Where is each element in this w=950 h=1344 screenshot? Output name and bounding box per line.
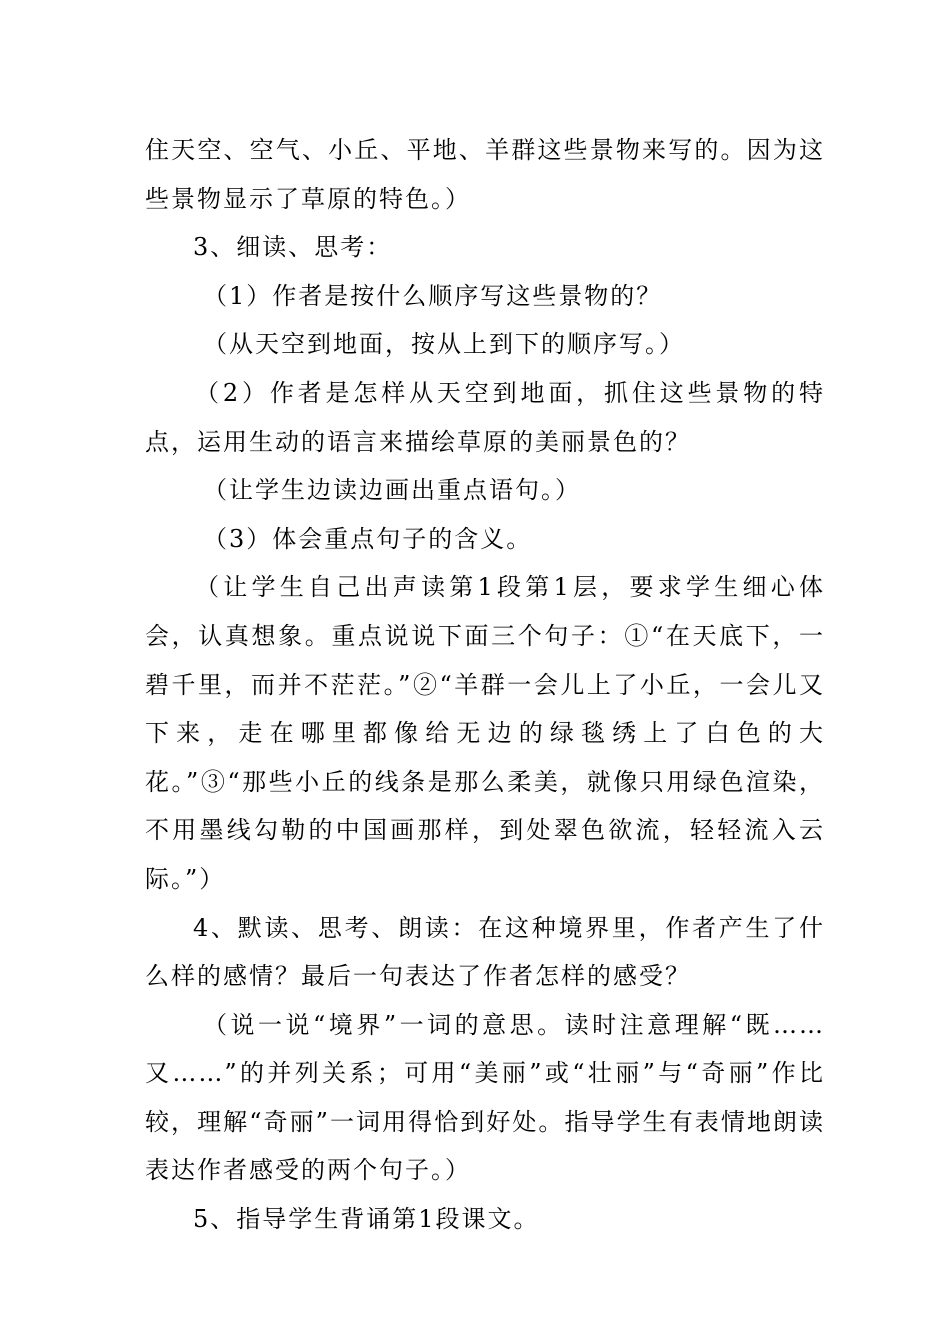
paragraph-question-1: （1）作者是按什么顺序写这些景物的？ [203, 281, 663, 310]
document-body [145, 126, 825, 1244]
paragraph-step-5: 5、指导学生背诵第1段课文。 [193, 1205, 540, 1234]
paragraph-answer-4: （说一说“境界”一词的意思。读时注意理解“既……又……”的并列关系；可用“美丽”或“壮丽”与“奇丽”作比较，理解“奇丽”一词用得恰到好处。指导学生有表情地朗读表达作者感受的两个句子。） [145, 1010, 825, 1185]
paragraph-answer-1: （从天空到地面，按从上到下的顺序写。） [203, 330, 685, 359]
paragraph-continuation: 住天空、空气、小丘、平地、羊群这些景物来写的。因为这些景物显示了草原的特色。） [145, 136, 825, 213]
paragraph-answer-3: （让学生自己出声读第1段第1层，要求学生细心体会，认真想象。重点说说下面三个句子：①“在天底下，一碧千里，而并不茫茫。”②“羊群一会儿上了小丘，一会儿又下来，走在哪里都像给无边的绿毯绣上了白色的大花。”③“那些小丘的线条是那么柔美，就像只用绿色渲染，不用墨线勾勒的中国画那样，到处翠色欲流，轻轻流入云际。”） [145, 573, 825, 893]
paragraph-question-3: （3）体会重点句子的含义。 [203, 524, 533, 553]
paragraph-step-4: 4、默读、思考、朗读：在这种境界里，作者产生了什么样的感情？最后一句表达了作者怎样的感受？ [145, 913, 825, 991]
paragraph-step-3: 3、细读、思考： [193, 233, 393, 262]
paragraph-question-2: （2）作者是怎样从天空到地面，抓住这些景物的特点，运用生动的语言来描绘草原的美丽景色的？ [145, 378, 825, 456]
paragraph-answer-2: （让学生边读边画出重点语句。） [203, 476, 581, 505]
